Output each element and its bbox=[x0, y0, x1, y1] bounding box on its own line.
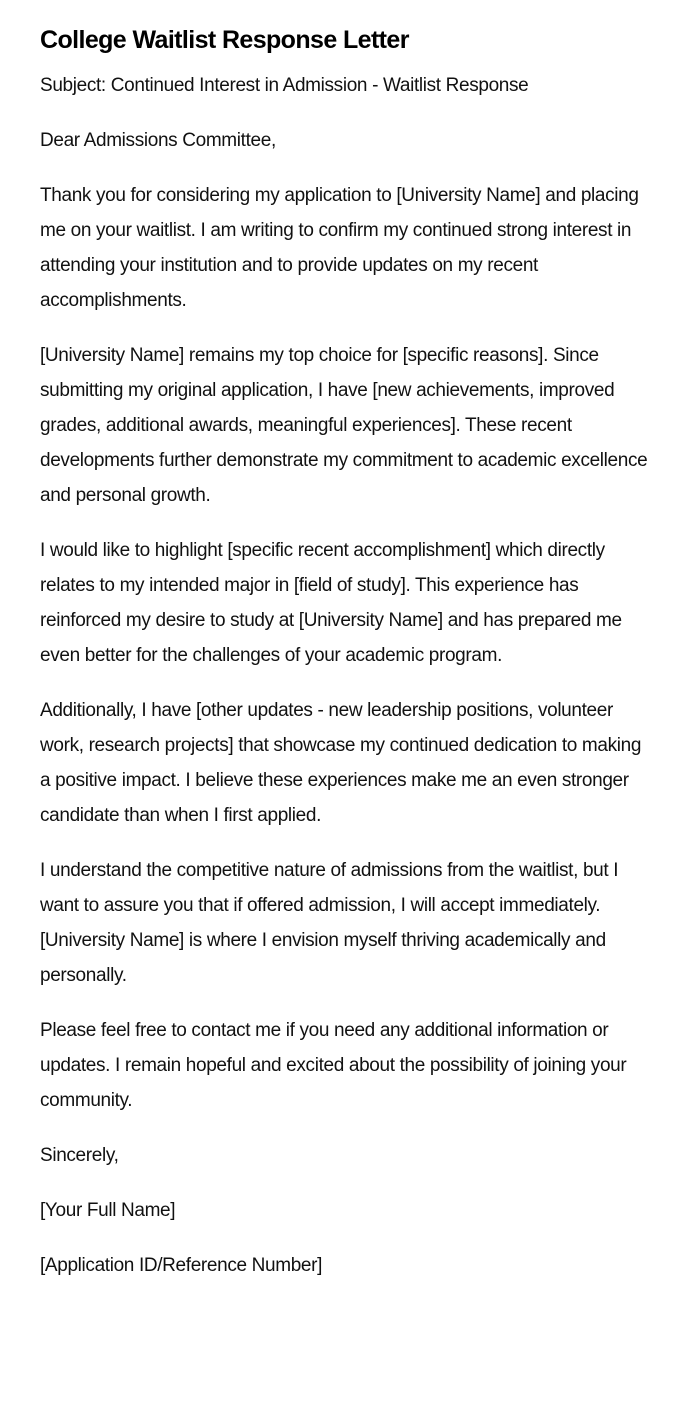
letter-document bbox=[40, 22, 650, 1303]
body-paragraph-4: Additionally, I have [other updates - new leadership positions, volunteer work, research projects] that showcase my continued dedication to making a positive impact. I believe these experiences make me an even stronger candidate than when I first applied. bbox=[40, 700, 642, 826]
body-paragraph-1: Thank you for considering my application to [University Name] and placing me on your waitlist. I am writing to confirm my continued strong interest in attending your institution and to provide updates on my recent accomplishments. bbox=[40, 185, 639, 311]
body-paragraph-2: [University Name] remains my top choice for [specific reasons]. Since submitting my original application, I have [new achievements, improved grades, additional awards, meaningful experiences]. These recent developments further demonstrate my commitment to academic excellence and personal growth. bbox=[40, 345, 648, 506]
page-title: College Waitlist Response Letter bbox=[40, 26, 409, 54]
signature-name: [Your Full Name] bbox=[40, 1200, 176, 1221]
signature-reference: [Application ID/Reference Number] bbox=[40, 1255, 323, 1276]
subject-line: Subject: Continued Interest in Admission - Waitlist Response bbox=[40, 75, 529, 96]
body-paragraph-5: I understand the competitive nature of admissions from the waitlist, but I want to assure you that if offered admission, I will accept immediately. [University Name] is where I envision myself thriving academically and personally. bbox=[40, 860, 619, 986]
salutation: Dear Admissions Committee, bbox=[40, 130, 276, 151]
body-paragraph-6: Please feel free to contact me if you need any additional information or updates. I remain hopeful and excited about the possibility of joining your community. bbox=[40, 1020, 627, 1111]
closing: Sincerely, bbox=[40, 1145, 119, 1166]
body-paragraph-3: I would like to highlight [specific recent accomplishment] which directly relates to my intended major in [field of study]. This experience has reinforced my desire to study at [University Name] and has prepared me even better for the challenges of your academic program. bbox=[40, 540, 622, 666]
